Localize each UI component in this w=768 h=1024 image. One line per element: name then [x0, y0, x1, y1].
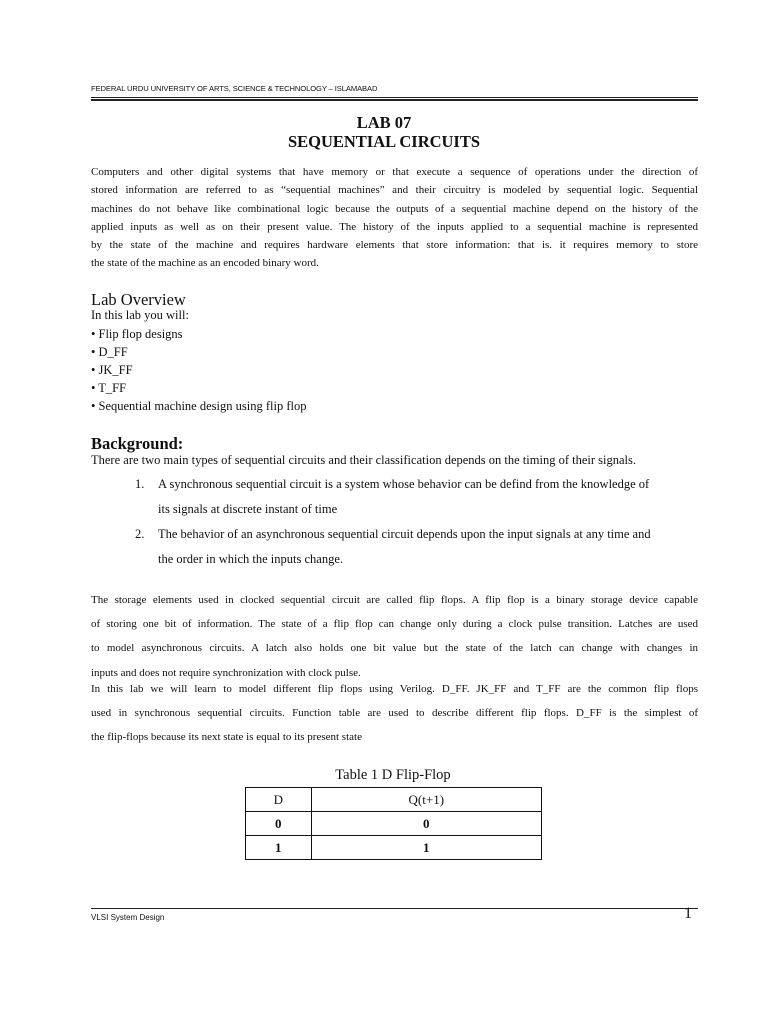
list-item: • JK_FF	[91, 363, 133, 378]
list-item-line: The behavior of an asynchronous sequential circuit depends upon the input signals at any time and	[158, 527, 651, 541]
list-item: • Sequential machine design using flip flop	[91, 399, 307, 414]
table-cell: 1	[246, 836, 312, 860]
intro-line: machines do not behave like combinational logic because the outputs of a sequential machine depend on the history of the	[91, 202, 698, 215]
intro-paragraph	[91, 163, 698, 273]
table-header-row	[246, 788, 542, 812]
footer-course-name: VLSI System Design	[91, 913, 165, 922]
list-item-line: A synchronous sequential circuit is a system whose behavior can be defind from the knowledge of	[158, 477, 650, 491]
list-item-line: its signals at discrete instant of time	[158, 501, 338, 516]
paragraph-line: inputs and does not require synchronization with clock pulse.	[91, 666, 361, 679]
list-item: • T_FF	[91, 381, 127, 396]
background-lead: There are two main types of sequential circuits and their classification depends on the timing of their signals.	[91, 453, 636, 467]
paragraph-line: of storing one bit of information. The state of a flip flop can change only during a clock pulse transition. Latches are used	[91, 618, 698, 631]
paragraph-line: The storage elements used in clocked sequential circuit are called flip flops. A flip flop is a binary storage device capable	[91, 594, 698, 606]
verilog-paragraph	[91, 677, 698, 750]
paragraph-line: the flip-flops because its next state is equal to its present state	[91, 731, 362, 744]
table-row	[246, 836, 542, 860]
intro-line: by the state of the machine and requires hardware elements that store information: that is. it requires memory to store	[91, 239, 698, 252]
list-item: • D_FF	[91, 345, 128, 360]
page-number: 1	[684, 905, 692, 922]
lab-number-title: LAB 07	[356, 113, 412, 132]
list-item: • Flip flop designs	[91, 327, 183, 341]
intro-line: applied inputs as well as on their present value. The history of the inputs applied to a sequential machine is represented	[91, 220, 698, 233]
paragraph-line: used in synchronous sequential circuits. Function table are used to describe different flip flops. D_FF is the simplest of	[91, 707, 698, 720]
header-rule-thick	[91, 99, 698, 101]
intro-line: Computers and other digital systems that have memory or that execute a sequence of operations under the direction of	[91, 166, 698, 178]
table-cell: 0	[246, 812, 312, 836]
paragraph-line: to model asynchronous circuits. A latch also holds one bit value but the state of the latch can change with changes in	[91, 642, 698, 655]
list-item	[158, 472, 649, 521]
list-item-line: the order in which the inputs change.	[158, 551, 344, 566]
lab-overview-list	[91, 325, 306, 415]
header-rule	[91, 97, 698, 98]
table-header-cell: Q(t+1)	[311, 788, 541, 812]
flip-flop-paragraph	[91, 588, 698, 685]
d-flip-flop-table	[245, 787, 542, 860]
intro-line: stored information are referred to as “sequential machines” and their circuitry is modeled by sequential logic. Sequential	[91, 184, 698, 197]
footer-rule	[91, 908, 698, 909]
table-caption: Table 1 D Flip-Flop	[335, 767, 451, 783]
list-number: 1.	[135, 477, 145, 491]
paragraph-line: In this lab we will learn to model different flip flops using Verilog. D_FF. JK_FF and T_FF are the common flip flops	[91, 683, 698, 695]
table-row	[246, 812, 542, 836]
table-cell: 0	[311, 812, 541, 836]
table-header-cell: D	[246, 788, 312, 812]
table-cell: 1	[311, 836, 541, 860]
background-heading: Background:	[91, 434, 184, 453]
lab-topic-title: SEQUENTIAL CIRCUITS	[287, 132, 481, 151]
lab-overview-heading: Lab Overview	[91, 290, 186, 309]
intro-line: the state of the machine as an encoded binary word.	[91, 257, 319, 270]
list-item	[158, 522, 651, 571]
lab-overview-lead: In this lab you will:	[91, 308, 189, 322]
page-header-institution: FEDERAL URDU UNIVERSITY OF ARTS, SCIENCE & TECHNOLOGY – ISLAMABAD	[91, 84, 378, 93]
list-number: 2.	[135, 527, 145, 541]
